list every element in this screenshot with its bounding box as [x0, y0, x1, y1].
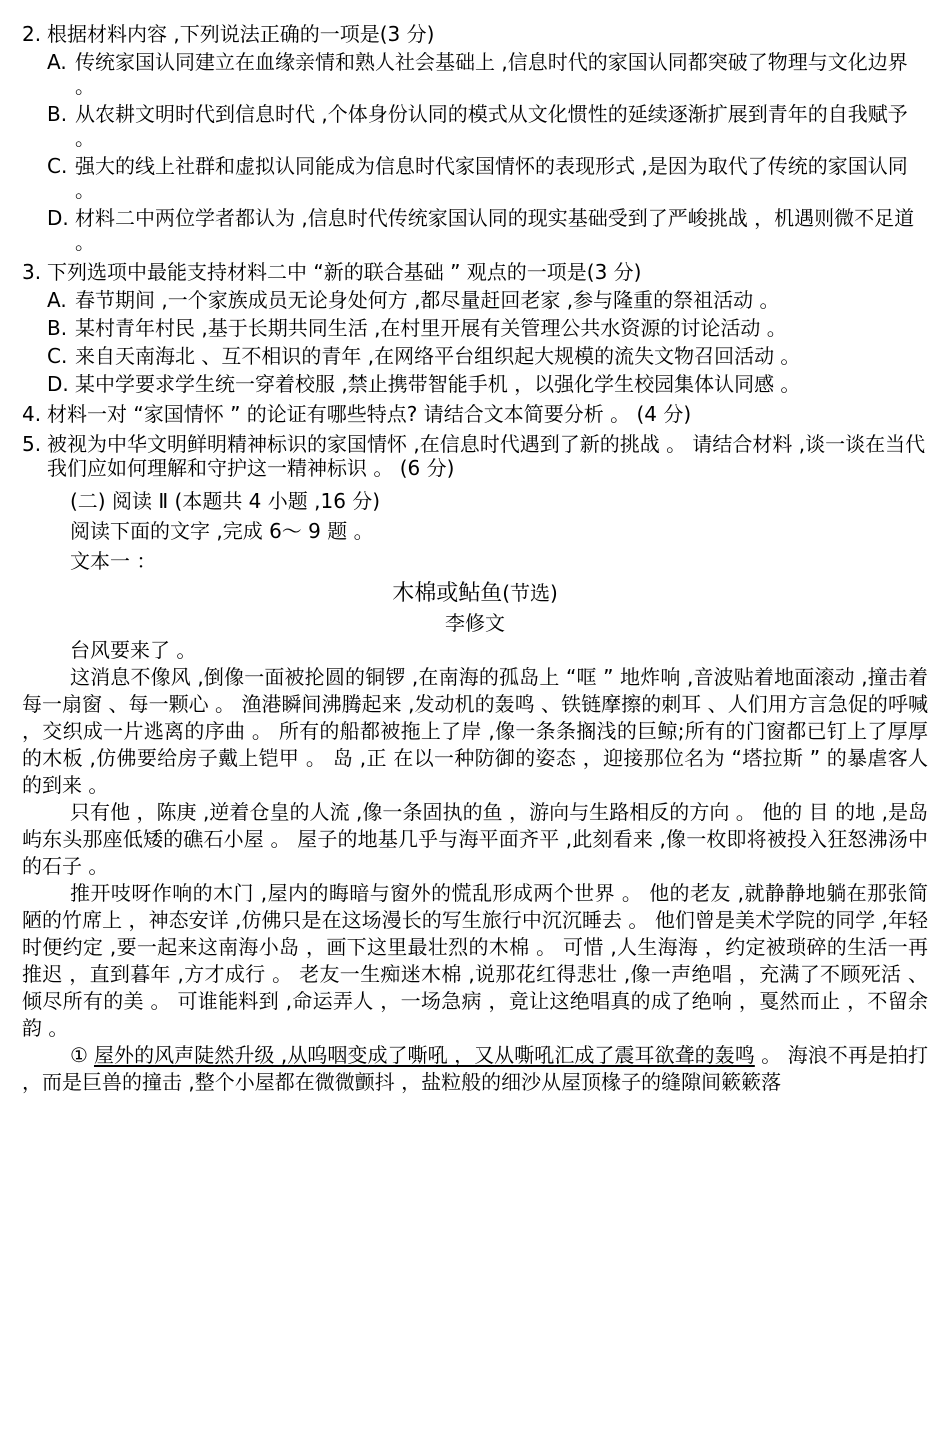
article-title-suffix: (节选) — [502, 581, 558, 605]
paragraph-marker: ① — [70, 1043, 88, 1067]
question-body — [47, 402, 928, 426]
option-text: 某村青年村民 ,基于长期共同生活 ,在村里开展有关管理公共水资源的讨论活动 。 — [75, 316, 787, 340]
question-number: 5. — [22, 432, 42, 456]
option-letter: A. — [47, 50, 67, 74]
article-paragraph-marked — [22, 1042, 928, 1096]
question-stem: 材料一对 “家国情怀 ” 的论证有哪些特点? 请结合文本简要分析 。 (4 分) — [47, 402, 692, 426]
question-body — [47, 22, 928, 254]
question-5 — [22, 432, 928, 480]
option-letter: C. — [47, 154, 68, 178]
question-3 — [22, 260, 928, 396]
option-text: 来自天南海北 、互不相识的青年 ,在网络平台组织起大规模的流失文物召回活动 。 — [75, 344, 801, 368]
section-heading: (二) 阅读 Ⅱ (本题共 4 小题 ,16 分) — [70, 489, 381, 513]
underlined-sentence: 屋外的风声陡然升级 ,从呜咽变成了嘶吼 ，又从嘶吼汇成了震耳欲聋的轰鸣 — [93, 1043, 755, 1067]
option-letter: B. — [47, 102, 68, 126]
question-4 — [22, 402, 928, 426]
question-stem: 被视为中华文明鲜明精神标识的家国情怀 ,在信息时代遇到了新的挑战 。 请结合材料 ,谈一谈在当代我们应如何理解和守护这一精神标识 。 (6 分) — [47, 432, 926, 480]
option-text: 材料二中两位学者都认为 ,信息时代传统家国认同的现实基础受到了严峻挑战 ，机遇则微不足道 。 — [75, 206, 915, 254]
article-paragraph: 这消息不像风 ,倒像一面被抡圆的铜锣 ,在南海的孤岛上 “哐 ” 地炸响 ,音波贴着地面滚动 ,撞击着每一扇窗 、每一颗心 。 渔港瞬间沸腾起来 ,发动机的轰鸣 、铁链摩擦的刺耳 、人们用方言急促的呼喊 ，交织成一片逃离的序曲 。 所有的船都被拖上了岸 ,像一条条搁浅的巨鲸;所有的门窗都已钉上了厚厚的木板 ,仿佛要给房子戴上铠甲 。 岛 ,正 在以一种防御的姿态 ，迎接那位名为 “塔拉斯 ” 的暴虐客人的到来 。 — [22, 665, 928, 797]
article-paragraph: 台风要来了 。 — [70, 638, 197, 662]
question-stem: 根据材料内容 ,下列说法正确的一项是(3 分) — [47, 22, 435, 46]
question-number: 2. — [22, 22, 42, 46]
option-letter: C. — [47, 344, 68, 368]
option-d — [47, 206, 928, 254]
text-label: 文本一 ： — [70, 549, 157, 573]
article-paragraph: 只有他 ，陈庚 ,逆着仓皇的人流 ,像一条固执的鱼 ，游向与生路相反的方向 。 他的 目 的地 ,是岛屿东头那座低矮的礁石小屋 。 屋子的地基几乎与海平面齐平 ,此刻看来 ,像一枚即将被投入狂怒沸汤中的石子 。 — [22, 800, 928, 878]
article-title — [22, 578, 928, 609]
option-d — [47, 372, 928, 396]
question-stem: 下列选项中最能支持材料二中 “新的联合基础 ” 观点的一项是(3 分) — [47, 260, 642, 284]
option-letter: B. — [47, 316, 68, 340]
option-text: 传统家国认同建立在血缘亲情和熟人社会基础上 ,信息时代的家国认同都突破了物理与文化边界 。 — [75, 50, 908, 98]
option-b — [47, 102, 928, 150]
option-text: 某中学要求学生统一穿着校服 ,禁止携带智能手机 ，以强化学生校园集体认同感 。 — [75, 372, 801, 396]
paragraph-rest: 。 海浪不再是拍打 ，而是巨兽的撞击 ,整个小屋都在微微颤抖 ，盐粒般的细沙从屋顶椽子的缝隙间簌簌落 — [22, 1043, 928, 1094]
question-body — [47, 260, 928, 396]
option-letter: D. — [47, 372, 69, 396]
option-letter: A. — [47, 288, 67, 312]
option-c — [47, 344, 928, 368]
option-text: 春节期间 ,一个家族成员无论身处何方 ,都尽量赶回老家 ,参与隆重的祭祖活动 。 — [75, 288, 780, 312]
article-title-main: 木棉或鲇鱼 — [392, 581, 503, 606]
question-number: 4. — [22, 402, 42, 426]
question-number: 3. — [22, 260, 42, 284]
article-author: 李修文 — [445, 611, 505, 635]
question-2 — [22, 22, 928, 254]
option-a — [47, 288, 928, 312]
section-instruction: 阅读下面的文字 ,完成 6～ 9 题 。 — [70, 519, 374, 543]
option-letter: D. — [47, 206, 69, 230]
option-text: 强大的线上社群和虚拟认同能成为信息时代家国情怀的表现形式 ,是因为取代了传统的家国认同 。 — [75, 154, 908, 202]
option-b — [47, 316, 928, 340]
question-body — [47, 432, 928, 480]
option-a — [47, 50, 928, 98]
option-c — [47, 154, 928, 202]
option-text: 从农耕文明时代到信息时代 ,个体身份认同的模式从文化惯性的延续逐渐扩展到青年的自我赋予 。 — [75, 102, 908, 150]
article-paragraph: 推开吱呀作响的木门 ,屋内的晦暗与窗外的慌乱形成两个世界 。 他的老友 ,就静静地躺在那张简陋的竹席上 ，神态安详 ,仿佛只是在这场漫长的写生旅行中沉沉睡去 。 他们曾是美术学院的同学 ,年轻时便约定 ,要一起来这南海小岛 ，画下这里最壮烈的木棉 。 可惜 ,人生海海 ，约定被琐碎的生活一再推迟 ，直到暮年 ,方才成行 。 老友一生痴迷木棉 ,说那花红得悲壮 ,像一声绝唱 ，充满了不顾死活 、倾尽所有的美 。 可谁能料到 ,命运弄人 ，一场急病 ，竟让这绝唱真的成了绝响 ，戛然而止 ，不留余韵 。 — [22, 881, 928, 1040]
